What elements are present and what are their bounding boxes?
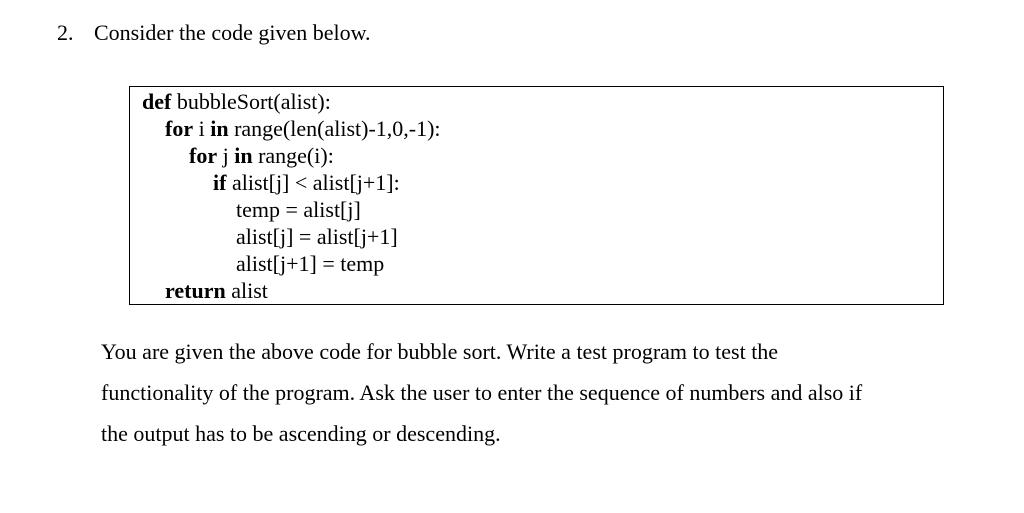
paragraph-line: functionality of the program. Ask the user to enter the sequence of numbers and also if bbox=[101, 380, 863, 405]
code-keyword: return bbox=[165, 278, 226, 303]
instruction-paragraph bbox=[101, 334, 981, 457]
question-text: Consider the code given below. bbox=[94, 20, 371, 45]
code-keyword: in bbox=[234, 143, 253, 168]
code-text: range(i): bbox=[252, 143, 334, 168]
question-heading bbox=[57, 19, 371, 47]
code-keyword: in bbox=[210, 116, 229, 141]
paragraph-line: You are given the above code for bubble sort. Write a test program to test the bbox=[101, 339, 779, 364]
code-keyword: for bbox=[165, 116, 194, 141]
code-text: alist[j] = alist[j+1] bbox=[236, 224, 398, 249]
code-line-def bbox=[142, 89, 331, 115]
code-text: alist bbox=[225, 278, 268, 303]
code-keyword: def bbox=[142, 89, 172, 114]
code-line-swap-assign bbox=[236, 224, 398, 250]
code-line-temp-assign bbox=[236, 197, 361, 223]
code-text: alist[j] < alist[j+1]: bbox=[226, 170, 400, 195]
code-line-inner-for bbox=[189, 143, 334, 169]
code-box bbox=[129, 86, 944, 305]
code-line-temp-restore bbox=[236, 251, 384, 277]
code-text: temp = alist[j] bbox=[236, 197, 361, 222]
code-line-return bbox=[165, 278, 268, 304]
code-text: alist[j+1] = temp bbox=[236, 251, 385, 276]
code-text: i bbox=[193, 116, 211, 141]
code-keyword: for bbox=[189, 143, 218, 168]
code-line-outer-for bbox=[165, 116, 441, 142]
paragraph-line: the output has to be ascending or descending. bbox=[101, 421, 501, 446]
code-keyword: if bbox=[213, 170, 227, 195]
code-text: range(len(alist)-1,0,-1): bbox=[228, 116, 441, 141]
question-number: 2. bbox=[57, 20, 74, 45]
code-line-if bbox=[213, 170, 400, 196]
code-text: j bbox=[217, 143, 235, 168]
code-text: bubbleSort(alist): bbox=[171, 89, 331, 114]
